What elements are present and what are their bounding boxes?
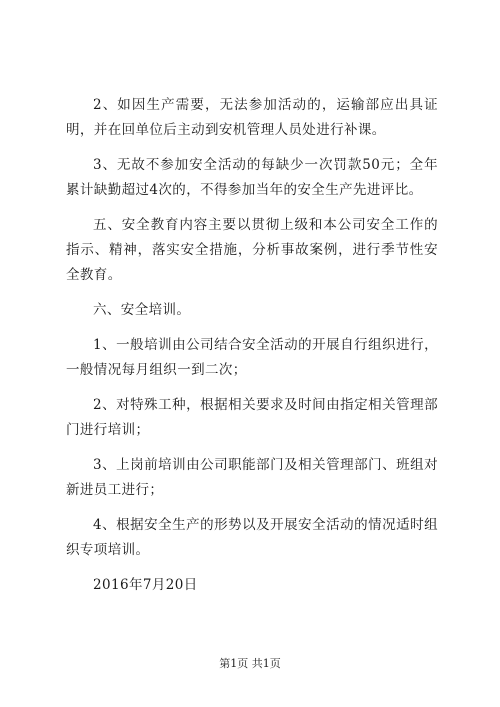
paragraph-general-training: 1、一般培训由公司结合安全活动的开展自行组织进行，一般情况每月组织一到二次；: [66, 337, 438, 378]
paragraph-onboarding-training: 3、上岗前培训由公司职能部门及相关管理部门、班组对新进员工进行；: [66, 457, 438, 498]
paragraph-special-training: 2、对特殊工种，根据相关要求及时间由指定相关管理部门进行培训；: [66, 397, 438, 438]
paragraph-special-project-training: 4、根据安全生产的形势以及开展安全活动的情况适时组织专项培训。: [66, 517, 438, 558]
document-body: [66, 93, 438, 608]
paragraph-absence-penalty: 3、无故不参加安全活动的每缺少一次罚款50元；全年累计缺勤超过4次的，不得参加当年的安全生产先进评比。: [66, 157, 438, 198]
document-date: 2016年7月20日: [93, 577, 198, 593]
paragraph-education-content: 五、安全教育内容主要以贯彻上级和本公司安全工作的指示、精神，落实安全措施，分析事故案例，进行季节性安全教育。: [66, 217, 438, 283]
section-heading-training: 六、安全培训。: [93, 302, 191, 318]
page-number-footer: 第1页 共1页: [219, 657, 281, 670]
paragraph-absence-makeup: 2、如因生产需要，无法参加活动的，运输部应出具证明，并在回单位后主动到安机管理人员处进行补课。: [66, 97, 438, 138]
